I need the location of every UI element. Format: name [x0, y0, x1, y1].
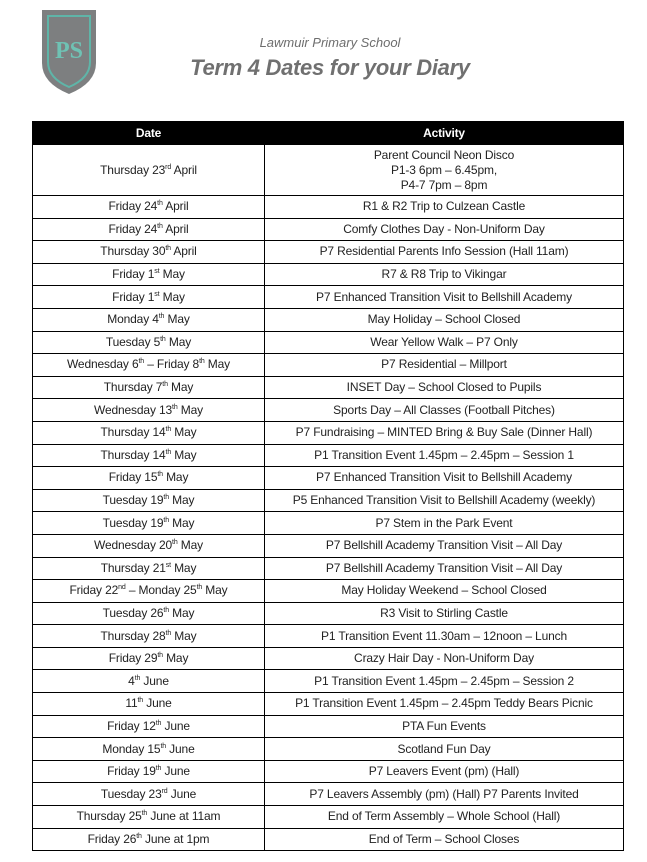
- activity-text: P7 Stem in the Park Event: [375, 515, 513, 530]
- date-text: May: [168, 493, 195, 508]
- table-row: [33, 444, 624, 467]
- date-text: Wednesday 6: [66, 357, 139, 372]
- table-row: [33, 218, 624, 241]
- date-text: May: [159, 289, 185, 304]
- date-ordinal-suffix: th: [137, 697, 144, 705]
- table-row: [33, 399, 624, 422]
- activity-text: P4-7 7pm – 8pm: [400, 177, 488, 192]
- date-cell: [33, 489, 265, 512]
- date-text: Thursday 25: [76, 809, 142, 824]
- date-ordinal-suffix: th: [157, 222, 163, 230]
- activity-text: P7 Enhanced Transition Visit to Bellshill Academy: [316, 289, 572, 304]
- activity-text: P1 Transition Event 11.30am – 12noon – Lunch: [320, 628, 568, 643]
- date-text: May: [204, 357, 231, 372]
- activity-cell: [265, 806, 624, 829]
- date-text: Thursday 21: [100, 560, 166, 575]
- activity-text: P7 Bellshill Academy Transition Visit – All Day: [325, 560, 563, 575]
- activity-text: PTA Fun Events: [402, 718, 486, 733]
- date-text: April: [162, 221, 189, 236]
- date-ordinal-suffix: th: [155, 719, 162, 727]
- activity-text: P7 Residential – Millport: [381, 357, 507, 372]
- activity-cell: [265, 534, 624, 557]
- table-row: [33, 241, 624, 264]
- date-cell: [33, 399, 265, 422]
- activity-text: May Holiday – School Closed: [367, 312, 521, 327]
- dates-table: [32, 121, 624, 851]
- date-text: 11: [125, 696, 138, 711]
- date-ordinal-suffix: st: [154, 290, 160, 298]
- date-text: May: [162, 651, 189, 666]
- table-row: [33, 715, 624, 738]
- date-cell: [33, 354, 265, 377]
- date-text: Monday 4: [107, 312, 159, 327]
- date-text: Wednesday 20: [94, 538, 173, 553]
- date-cell: [33, 286, 265, 309]
- date-cell: [33, 602, 265, 625]
- date-ordinal-suffix: th: [158, 313, 165, 321]
- activity-cell: [265, 693, 624, 716]
- activity-text: P1 Transition Event 1.45pm – 2.45pm Teddy Bears Picnic: [295, 696, 593, 711]
- date-text: Friday 29: [108, 651, 158, 666]
- date-cell: [33, 534, 265, 557]
- table-row: [33, 783, 624, 806]
- date-text: May: [202, 583, 228, 598]
- activity-text: R1 & R2 Trip to Culzean Castle: [362, 199, 526, 214]
- date-text: Tuesday 23: [100, 786, 162, 801]
- date-ordinal-suffix: th: [165, 448, 172, 456]
- date-text: May: [170, 560, 197, 575]
- school-logo: [40, 8, 98, 96]
- date-ordinal-suffix: th: [165, 245, 171, 253]
- date-cell: [33, 444, 265, 467]
- table-row: [33, 693, 624, 716]
- date-cell: [33, 625, 265, 648]
- date-cell: [33, 376, 265, 399]
- activity-cell: [265, 145, 624, 196]
- date-text: Thursday 14: [100, 447, 166, 462]
- date-cell: [33, 670, 265, 693]
- table-row: [33, 828, 624, 851]
- date-text: June: [161, 718, 190, 733]
- activity-cell: [265, 783, 624, 806]
- activity-cell: [265, 241, 624, 264]
- date-cell: [33, 241, 265, 264]
- date-ordinal-suffix: rd: [161, 787, 168, 795]
- date-text: Thursday 28: [100, 628, 166, 643]
- table-row: [33, 647, 624, 670]
- table-row: [33, 670, 624, 693]
- activity-cell: [265, 354, 624, 377]
- date-text: May: [177, 538, 203, 553]
- table-row: [33, 738, 624, 761]
- activity-text: Sports Day – All Classes (Football Pitches): [333, 402, 555, 417]
- table-row: [33, 489, 624, 512]
- date-text: – Monday 25: [125, 583, 197, 598]
- activity-cell: [265, 444, 624, 467]
- activity-cell: [265, 399, 624, 422]
- activity-cell: [265, 263, 624, 286]
- date-text: June: [161, 764, 190, 779]
- date-text: Monday 15: [102, 741, 161, 756]
- activity-text: End of Term Assembly – Whole School (Hall): [327, 809, 561, 824]
- activity-text: P7 Leavers Assembly (pm) (Hall) P7 Parents Invited: [309, 786, 579, 801]
- svg-text:PS: PS: [54, 38, 84, 64]
- date-ordinal-suffix: th: [172, 403, 178, 411]
- activity-cell: [265, 760, 624, 783]
- activity-text: P7 Enhanced Transition Visit to Bellshill Academy: [316, 470, 572, 485]
- date-ordinal-suffix: th: [141, 810, 148, 818]
- date-text: May: [165, 334, 192, 349]
- date-text: 4: [128, 673, 135, 688]
- activity-cell: [265, 196, 624, 219]
- activity-text: Parent Council Neon Disco: [373, 147, 515, 162]
- activity-cell: [265, 489, 624, 512]
- date-ordinal-suffix: rd: [165, 163, 172, 171]
- activity-text: P1-3 6pm – 6.45pm,: [390, 162, 498, 177]
- date-ordinal-suffix: th: [155, 765, 162, 773]
- activity-text: Crazy Hair Day - Non-Uniform Day: [354, 651, 534, 666]
- table-row: [33, 580, 624, 603]
- activity-text: Scotland Fun Day: [397, 741, 491, 756]
- date-ordinal-suffix: st: [165, 561, 171, 569]
- activity-cell: [265, 647, 624, 670]
- activity-text: P7 Residential Parents Info Session (Hall 11am): [319, 244, 569, 259]
- date-cell: [33, 196, 265, 219]
- date-ordinal-suffix: th: [157, 200, 163, 208]
- table-row: [33, 421, 624, 444]
- date-text: Thursday 23: [100, 162, 166, 177]
- date-text: Tuesday 26: [102, 605, 164, 620]
- date-text: Tuesday 19: [102, 493, 164, 508]
- activity-cell: [265, 557, 624, 580]
- date-text: Thursday 14: [100, 425, 166, 440]
- date-text: May: [164, 312, 190, 327]
- date-text: Friday 26: [87, 831, 137, 846]
- activity-cell: [265, 421, 624, 444]
- date-ordinal-suffix: th: [136, 832, 142, 840]
- date-ordinal-suffix: th: [163, 494, 169, 502]
- date-cell: [33, 580, 265, 603]
- column-header-date: Date: [33, 122, 265, 145]
- table-row: [33, 354, 624, 377]
- date-text: June at 1pm: [141, 831, 210, 846]
- table-row: [33, 196, 624, 219]
- date-text: May: [171, 425, 197, 440]
- date-ordinal-suffix: nd: [118, 584, 126, 592]
- activity-text: R3 Visit to Stirling Castle: [380, 605, 508, 620]
- date-ordinal-suffix: th: [172, 539, 178, 547]
- date-cell: [33, 557, 265, 580]
- date-text: May: [162, 470, 189, 485]
- date-text: June: [143, 696, 172, 711]
- activity-cell: [265, 828, 624, 851]
- date-ordinal-suffix: th: [162, 381, 168, 389]
- date-cell: [33, 421, 265, 444]
- activity-text: End of Term – School Closes: [368, 831, 520, 846]
- date-cell: [33, 715, 265, 738]
- date-text: May: [171, 447, 197, 462]
- activity-text: May Holiday Weekend – School Closed: [341, 583, 547, 598]
- activity-cell: [265, 738, 624, 761]
- date-cell: [33, 145, 265, 196]
- date-ordinal-suffix: th: [134, 674, 141, 682]
- date-text: May: [159, 267, 185, 282]
- table-row: [33, 331, 624, 354]
- activity-text: Comfy Clothes Day - Non-Uniform Day: [343, 221, 545, 236]
- date-cell: [33, 693, 265, 716]
- school-name: Lawmuir Primary School: [259, 35, 401, 50]
- date-text: Friday 22: [69, 583, 119, 598]
- date-text: June at 11am: [147, 809, 221, 824]
- date-cell: [33, 218, 265, 241]
- date-ordinal-suffix: th: [165, 629, 172, 637]
- activity-text: Wear Yellow Walk – P7 Only: [370, 334, 518, 349]
- table-row: [33, 263, 624, 286]
- date-ordinal-suffix: th: [138, 358, 145, 366]
- date-text: April: [170, 244, 197, 259]
- activity-cell: [265, 376, 624, 399]
- date-text: Friday 24: [108, 221, 158, 236]
- date-text: May: [168, 515, 195, 530]
- table-row: [33, 602, 624, 625]
- table-row: [33, 625, 624, 648]
- column-header-activity: Activity: [265, 122, 624, 145]
- activity-text: P5 Enhanced Transition Visit to Bellshill Academy (weekly): [292, 493, 596, 508]
- activity-text: P7 Bellshill Academy Transition Visit – All Day: [325, 538, 563, 553]
- date-text: May: [168, 605, 195, 620]
- activity-text: P7 Fundraising – MINTED Bring & Buy Sale (Dinner Hall): [295, 425, 593, 440]
- date-text: June: [165, 741, 195, 756]
- date-text: Friday 1: [112, 289, 155, 304]
- date-text: June: [140, 673, 169, 688]
- date-text: May: [171, 628, 197, 643]
- date-cell: [33, 806, 265, 829]
- table-row: [33, 145, 624, 196]
- date-ordinal-suffix: th: [160, 742, 166, 750]
- date-ordinal-suffix: st: [154, 268, 160, 276]
- activity-text: R7 & R8 Trip to Vikingar: [381, 267, 507, 282]
- activity-cell: [265, 625, 624, 648]
- date-text: Friday 1: [112, 267, 155, 282]
- date-ordinal-suffix: th: [199, 358, 205, 366]
- date-text: Tuesday 19: [102, 515, 164, 530]
- date-text: Friday 24: [108, 199, 158, 214]
- activity-cell: [265, 308, 624, 331]
- activity-cell: [265, 286, 624, 309]
- table-row: [33, 806, 624, 829]
- date-cell: [33, 263, 265, 286]
- activity-cell: [265, 715, 624, 738]
- activity-cell: [265, 512, 624, 535]
- activity-cell: [265, 218, 624, 241]
- date-text: Thursday 30: [100, 244, 166, 259]
- date-text: May: [177, 402, 203, 417]
- date-text: April: [162, 199, 189, 214]
- page-title: Term 4 Dates for your Diary: [190, 55, 470, 80]
- table-row: [33, 557, 624, 580]
- date-text: Wednesday 13: [94, 402, 173, 417]
- table-row: [33, 534, 624, 557]
- date-ordinal-suffix: th: [165, 426, 172, 434]
- activity-cell: [265, 331, 624, 354]
- activity-cell: [265, 602, 624, 625]
- activity-text: P1 Transition Event 1.45pm – 2.45pm – Session 2: [314, 673, 574, 688]
- table-row: [33, 308, 624, 331]
- date-ordinal-suffix: th: [157, 652, 163, 660]
- date-text: Friday 19: [107, 764, 156, 779]
- date-cell: [33, 467, 265, 490]
- date-text: – Friday 8: [144, 357, 200, 372]
- date-cell: [33, 738, 265, 761]
- activity-text: P7 Leavers Event (pm) (Hall): [368, 764, 520, 779]
- table-row: [33, 512, 624, 535]
- activity-text: INSET Day – School Closed to Pupils: [346, 380, 542, 395]
- activity-text: P1 Transition Event 1.45pm – 2.45pm – Session 1: [314, 447, 574, 462]
- date-text: May: [167, 380, 194, 395]
- activity-cell: [265, 670, 624, 693]
- date-ordinal-suffix: th: [163, 516, 169, 524]
- table-row: [33, 286, 624, 309]
- date-text: June: [167, 786, 197, 801]
- activity-cell: [265, 467, 624, 490]
- date-ordinal-suffix: th: [163, 606, 169, 614]
- date-text: April: [171, 162, 197, 177]
- date-ordinal-suffix: th: [157, 471, 163, 479]
- date-cell: [33, 512, 265, 535]
- date-ordinal-suffix: th: [196, 584, 203, 592]
- date-cell: [33, 647, 265, 670]
- date-cell: [33, 783, 265, 806]
- table-row: [33, 467, 624, 490]
- date-ordinal-suffix: th: [160, 335, 166, 343]
- date-cell: [33, 308, 265, 331]
- table-row: [33, 760, 624, 783]
- date-cell: [33, 331, 265, 354]
- date-text: Thursday 7: [103, 380, 163, 395]
- table-row: [33, 376, 624, 399]
- date-text: Tuesday 5: [105, 334, 161, 349]
- activity-cell: [265, 580, 624, 603]
- date-text: Friday 12: [107, 718, 156, 733]
- date-cell: [33, 828, 265, 851]
- date-text: Friday 15: [108, 470, 158, 485]
- date-cell: [33, 760, 265, 783]
- table-header-row: [33, 122, 624, 145]
